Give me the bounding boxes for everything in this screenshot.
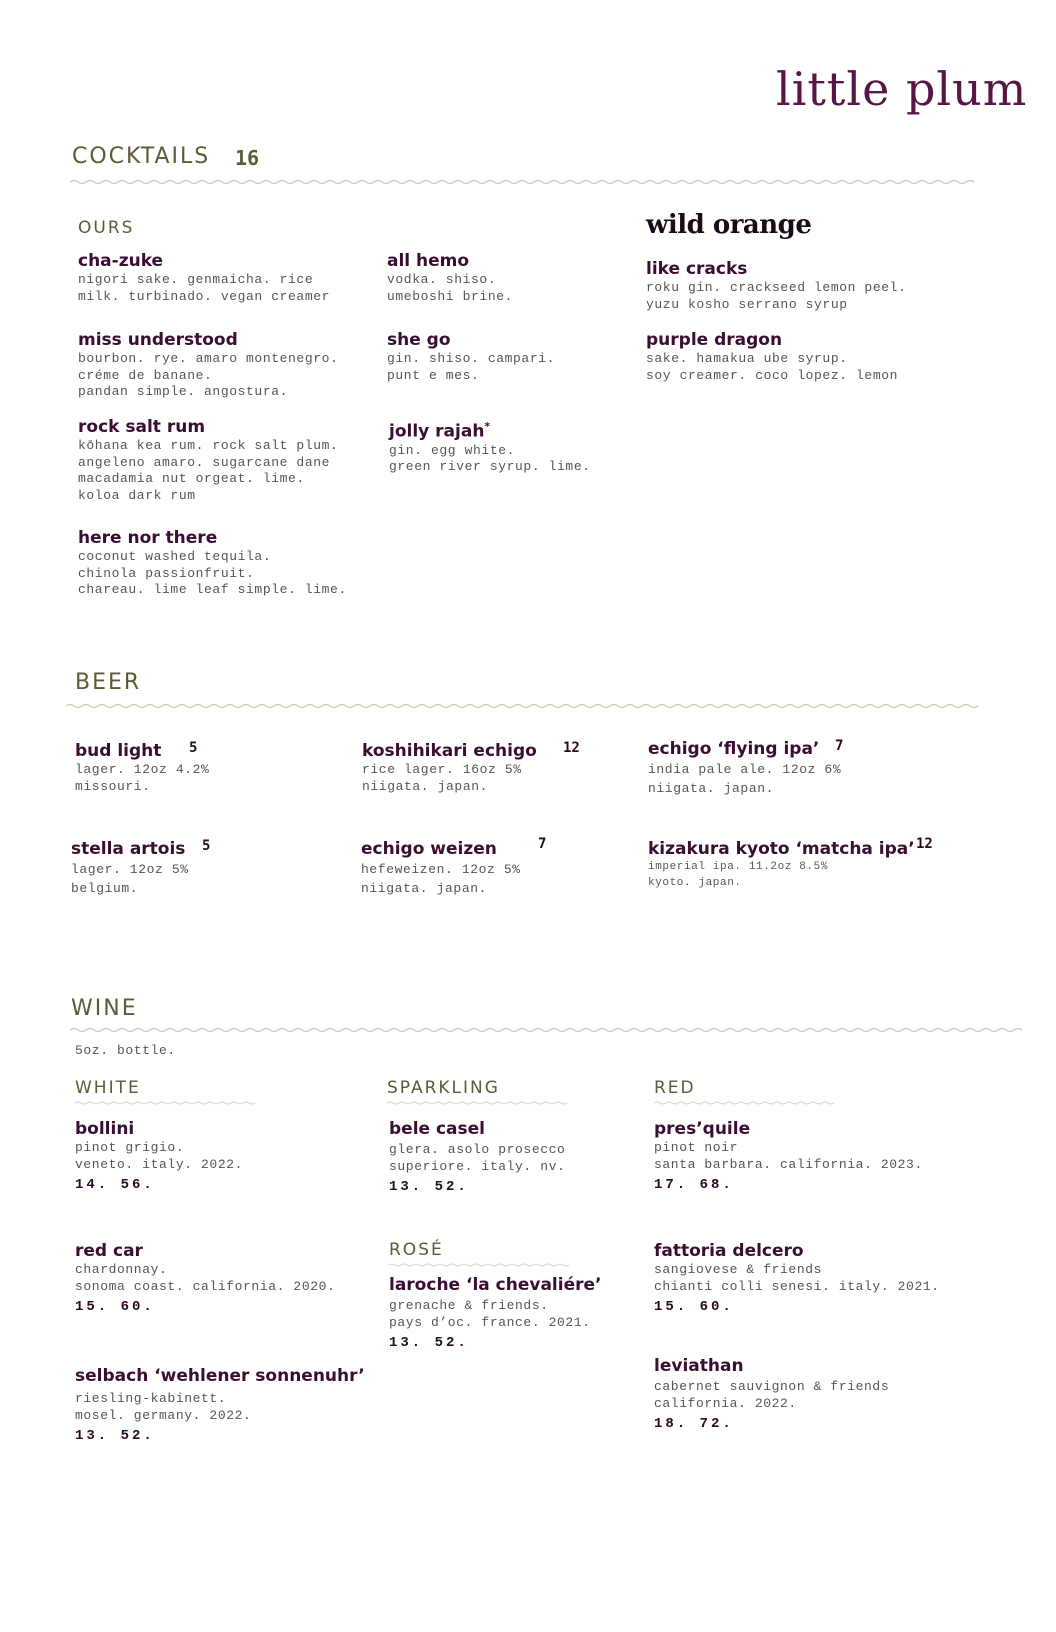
cocktails-title: COCKTAILS: [72, 144, 211, 169]
beer-name: echigo ‘flying ipa’: [648, 739, 820, 759]
beer-desc: india pale ale. 12oz 6% niigata. japan.: [648, 762, 842, 796]
wine-name: red car: [75, 1241, 143, 1261]
cocktail-desc: vodka. shiso. umeboshi brine.: [387, 272, 514, 304]
cocktail-desc: sake. hamakua ube syrup. soy creamer. coco lopez. lemon: [646, 351, 899, 383]
white-label: WHITE: [75, 1078, 141, 1098]
wine-desc: sangiovese & friends chianti colli senesi. italy. 2021.: [654, 1262, 940, 1294]
wine-item: [75, 1118, 375, 1193]
cocktail-name: miss understood: [78, 330, 238, 350]
beer-price: 5: [202, 838, 211, 854]
footnote-mark: *: [484, 420, 491, 433]
cocktail-name: all hemo: [387, 251, 470, 271]
cocktail-name: rock salt rum: [78, 417, 206, 437]
wine-desc: pinot noir santa barbara. california. 2023.: [654, 1140, 923, 1172]
wine-desc: chardonnay. sonoma coast. california. 2020.: [75, 1262, 336, 1294]
cocktail-desc: gin. egg white. green river syrup. lime.: [389, 442, 591, 475]
cocktails-divider: [70, 178, 1030, 186]
cocktail-item: [646, 258, 986, 313]
cocktail-item: [78, 250, 378, 305]
wine-price: 15. 60.: [654, 1299, 734, 1315]
beer-desc: imperial ipa. 11.2oz 8.5%: [648, 861, 829, 873]
beer-price: 12: [563, 740, 580, 756]
beer-item: [648, 838, 928, 890]
cocktail-desc: coconut washed tequila. chinola passionfruit. chareau. lime leaf simple. lime.: [78, 549, 347, 597]
wine-note: 5oz. bottle.: [75, 1043, 176, 1058]
beer-item: [361, 838, 661, 898]
wine-divider: [70, 1026, 1032, 1034]
wine-price: 14. 56.: [75, 1177, 155, 1193]
beer-item: [71, 838, 371, 898]
wine-price: 13. 52.: [75, 1428, 155, 1444]
beer-item: [75, 740, 375, 795]
cocktail-name: cha-zuke: [78, 251, 164, 271]
wine-name: selbach ‘wehlener sonnenuhr’: [75, 1366, 365, 1386]
wine-desc: cabernet sauvignon & friends california. 2022.: [654, 1379, 890, 1411]
red-label: RED: [654, 1078, 696, 1098]
cocktail-desc: roku gin. crackseed lemon peel. yuzu kosho serrano syrup: [646, 280, 907, 312]
brand-logo: little plum: [776, 62, 1028, 116]
beer-name: koshihikari echigo: [362, 741, 537, 761]
ours-label: OURS: [78, 218, 135, 238]
sparkling-label: SPARKLING: [387, 1078, 500, 1098]
cocktail-name: purple dragon: [646, 330, 783, 350]
beer-item: [362, 740, 662, 795]
cocktails-price: 16: [235, 146, 260, 170]
white-underline: [75, 1100, 259, 1106]
cocktail-name: like cracks: [646, 259, 748, 279]
beer-desc: lager. 12oz 5% belgium.: [71, 862, 189, 896]
wine-name: fattoria delcero: [654, 1241, 804, 1261]
cocktail-item: [78, 527, 378, 599]
cocktail-desc: gin. shiso. campari. punt e mes.: [387, 351, 556, 383]
sparkling-underline: [387, 1100, 571, 1106]
cocktail-name: here nor there: [78, 528, 218, 548]
beer-item: [648, 738, 948, 798]
cocktail-item: [646, 329, 986, 384]
wine-item: [389, 1274, 689, 1351]
beer-price: 5: [189, 740, 198, 756]
beer-price: 7: [835, 738, 844, 754]
cocktail-item: [387, 329, 687, 384]
wine-name: pres’quile: [654, 1119, 751, 1139]
cocktail-item: [78, 329, 378, 401]
wine-desc: glera. asolo prosecco superiore. italy. nv.: [389, 1142, 566, 1174]
wine-item: [75, 1365, 375, 1444]
cocktail-desc: nigori sake. genmaicha. rice milk. turbinado. vegan creamer: [78, 272, 331, 304]
wine-name: bollini: [75, 1119, 135, 1139]
beer-desc: lager. 12oz 4.2% missouri.: [75, 762, 210, 794]
wine-name: laroche ‘la chevaliére’: [389, 1275, 602, 1295]
wine-price: 18. 72.: [654, 1416, 734, 1432]
wine-item: [654, 1118, 974, 1193]
rose-label: ROSÉ: [389, 1240, 444, 1260]
beer-price: 7: [538, 836, 547, 852]
wine-item: [654, 1240, 984, 1315]
cocktail-item: [387, 250, 687, 305]
wine-item: [654, 1355, 974, 1432]
rose-underline: [389, 1262, 573, 1268]
cocktail-item: [78, 416, 378, 504]
wine-price: 13. 52.: [389, 1179, 469, 1195]
wine-title: WINE: [71, 996, 138, 1021]
cocktail-name: she go: [387, 330, 451, 350]
beer-divider: [66, 702, 1028, 710]
wine-price: 15. 60.: [75, 1299, 155, 1315]
beer-price: 12: [916, 836, 933, 852]
cocktail-name: jolly rajah*: [389, 420, 491, 442]
wine-price: 17. 68.: [654, 1177, 734, 1193]
cocktail-desc: kōhana kea rum. rock salt plum. angeleno amaro. sugarcane dane macadamia nut orgeat. lime. koloa dark rum: [78, 438, 339, 503]
wine-desc: grenache & friends. pays d’oc. france. 2021.: [389, 1298, 591, 1330]
wine-item: [389, 1118, 689, 1195]
wild-orange-logo: wild orange: [646, 210, 812, 240]
cocktail-item: [389, 416, 689, 476]
beer-name: bud light: [75, 741, 162, 761]
beer-name: kizakura kyoto ‘matcha ipa’: [648, 839, 915, 859]
beer-desc: kyoto. japan.: [648, 877, 742, 889]
beer-desc: hefeweizen. 12oz 5% niigata. japan.: [361, 862, 521, 896]
red-underline: [654, 1100, 838, 1106]
beer-name: echigo weizen: [361, 839, 497, 859]
beer-title: BEER: [75, 670, 142, 695]
beer-name: stella artois: [71, 839, 186, 859]
wine-price: 13. 52.: [389, 1335, 469, 1351]
wine-name: bele casel: [389, 1119, 485, 1139]
wine-name: leviathan: [654, 1356, 744, 1376]
beer-desc: rice lager. 16oz 5% niigata. japan.: [362, 762, 522, 794]
cocktail-desc: bourbon. rye. amaro montenegro. créme de banane. pandan simple. angostura.: [78, 351, 339, 399]
wine-desc: pinot grigio. veneto. italy. 2022.: [75, 1140, 244, 1172]
wine-item: [75, 1240, 385, 1315]
wine-desc: riesling-kabinett. mosel. germany. 2022.: [75, 1391, 252, 1423]
